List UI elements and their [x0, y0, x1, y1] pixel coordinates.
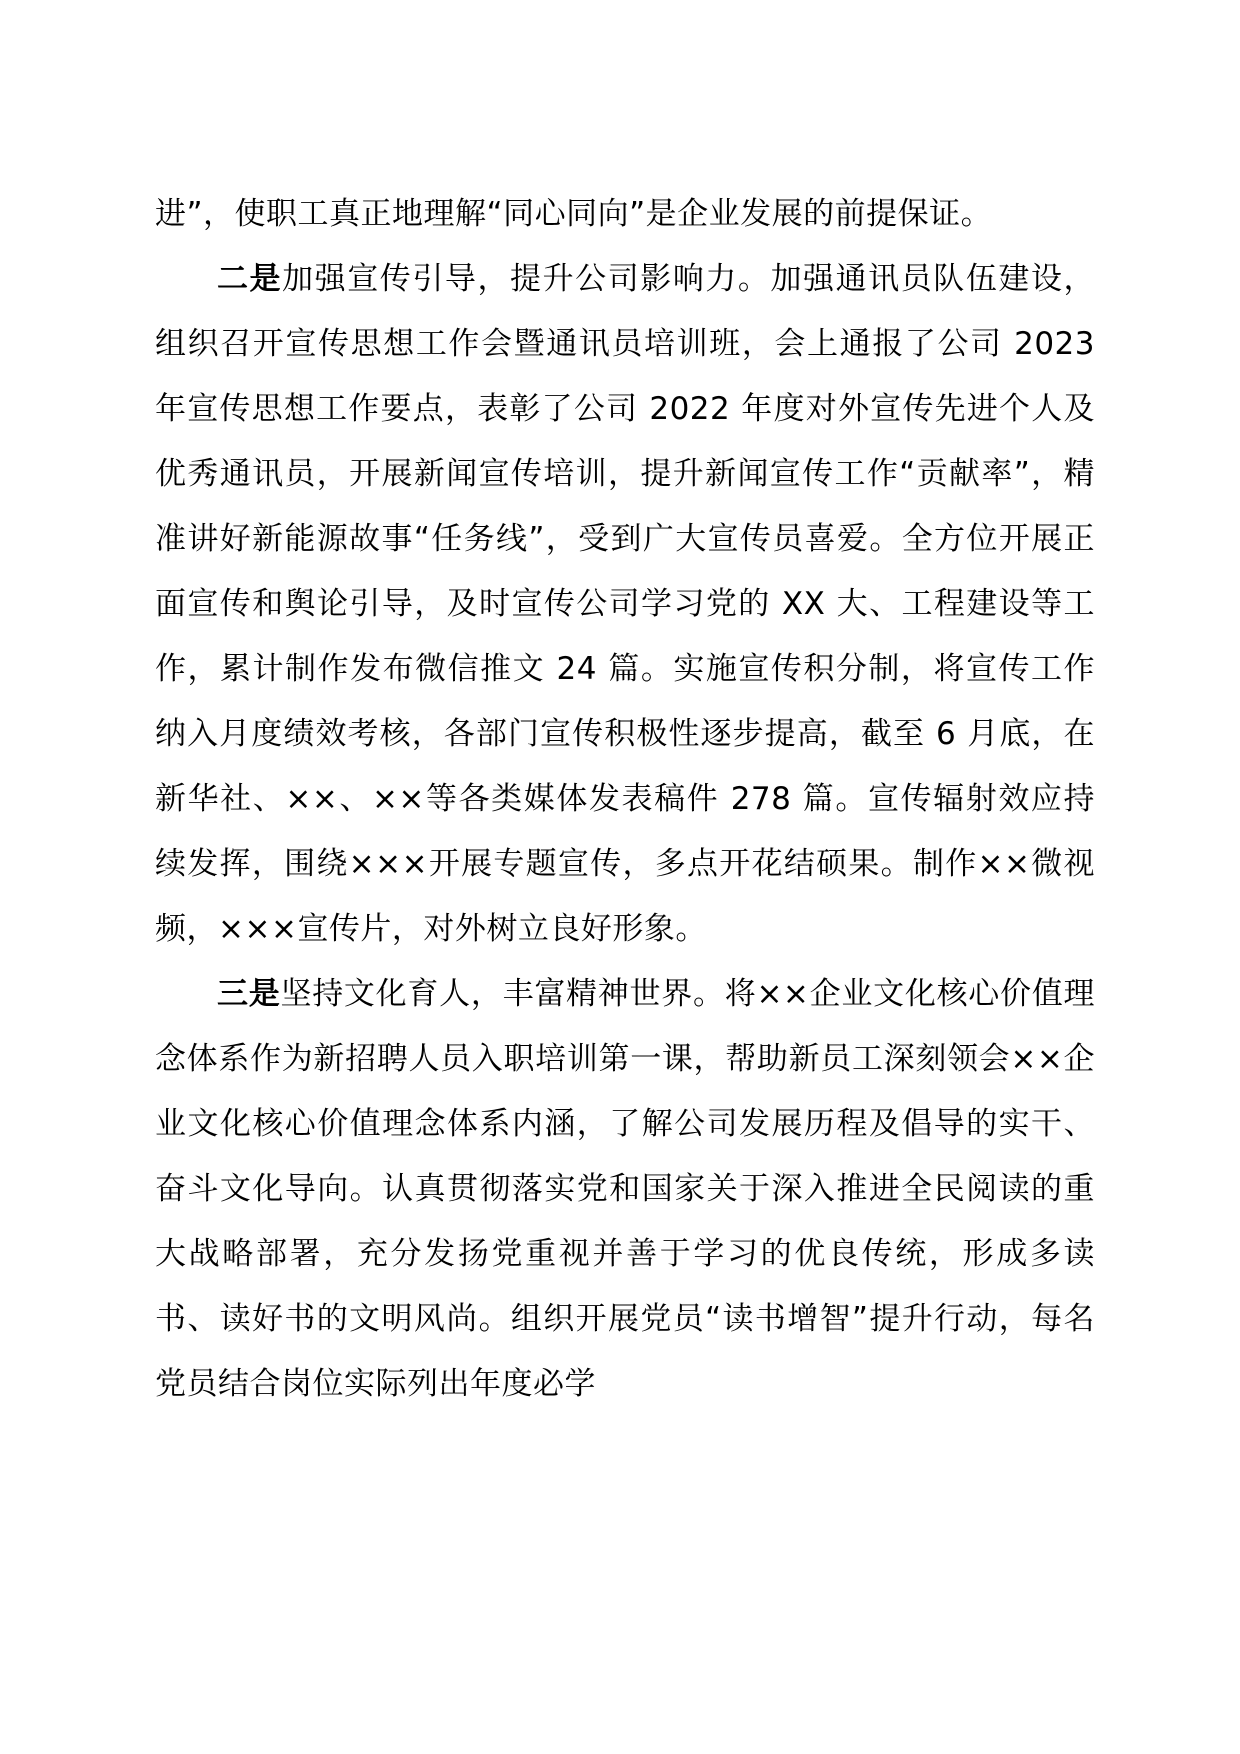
- paragraph-lead: 三是: [217, 976, 281, 1012]
- paragraph-three: [155, 962, 1095, 1417]
- paragraph-text: 加强宣传引导，提升公司影响力。加强通讯员队伍建设，组织召开宣传思想工作会暨通讯员培训班，会上通报了公司 2023 年宣传思想工作要点，表彰了公司 2022 年度对外宣传先进个人及优秀通讯员，开展新闻宣传培训，提升新闻宣传工作“贡献率”，精准讲好新能源故事“任务线”，受到广大宣传员喜爱。全方位开展正面宣传和舆论引导，及时宣传公司学习党的 XX 大、工程建设等工作，累计制作发布微信推文 24 篇。实施宣传积分制，将宣传工作纳入月度绩效考核，各部门宣传积极性逐步提高，截至 6 月底，在新华社、××、××等各类媒体发表稿件 278 篇。宣传辐射效应持续发挥，围绕×××开展专题宣传，多点开花结硕果。制作××微视频，×××宣传片，对外树立良好形象。: [155, 261, 1096, 947]
- paragraph-two: [155, 247, 1095, 962]
- paragraph-text: 进”，使职工真正地理解“同心同向”是企业发展的前提保证。: [155, 196, 993, 232]
- paragraph-lead: 二是: [217, 261, 283, 297]
- body-text: [155, 182, 1095, 1417]
- paragraph-continuation: [155, 182, 1095, 247]
- paragraph-text: 坚持文化育人，丰富精神世界。将××企业文化核心价值理念体系作为新招聘人员入职培训第一课，帮助新员工深刻领会××企业文化核心价值理念体系内涵，了解公司发展历程及倡导的实干、奋斗文化导向。认真贯彻落实党和国家关于深入推进全民阅读的重大战略部署，充分发扬党重视并善于学习的优良传统，形成多读书、读好书的文明风尚。组织开展党员“读书增智”提升行动，每名党员结合岗位实际列出年度必学: [155, 976, 1095, 1402]
